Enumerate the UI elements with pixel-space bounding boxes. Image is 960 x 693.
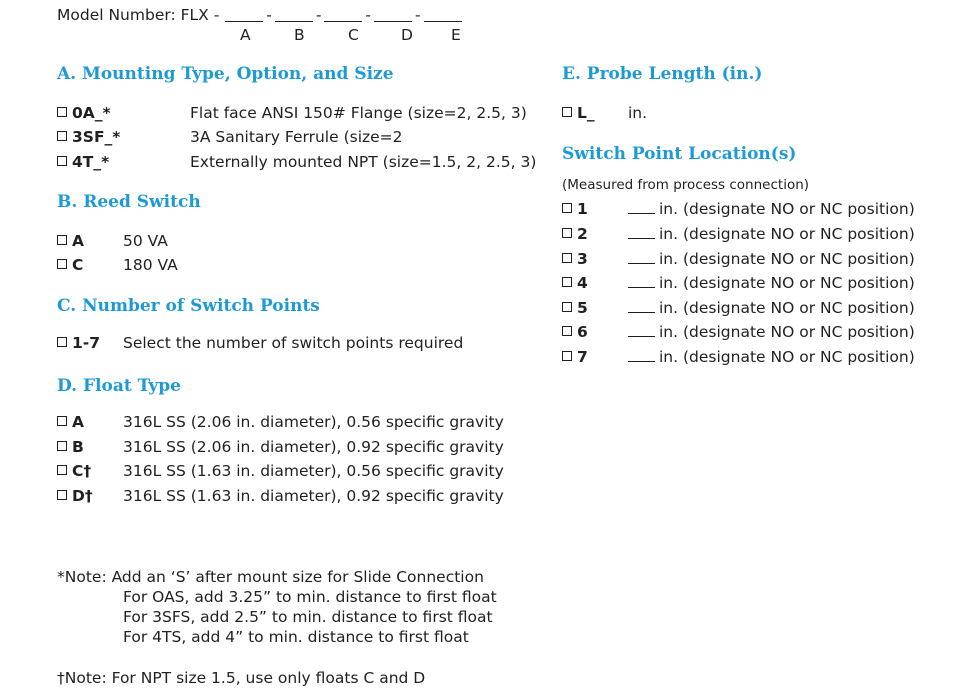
model-blank-b[interactable]	[275, 20, 313, 22]
checkbox-icon[interactable]	[57, 416, 67, 426]
model-blank-d[interactable]	[374, 20, 412, 22]
option-code: 1	[577, 200, 588, 218]
option-code: 5	[577, 299, 588, 317]
switch-point-entry[interactable]	[628, 200, 915, 218]
checkbox-icon[interactable]	[57, 156, 67, 166]
option-row-a-3sf[interactable]	[57, 128, 120, 146]
blank-field[interactable]	[628, 262, 655, 264]
option-row-c-1-7[interactable]	[57, 334, 100, 352]
checkbox-icon[interactable]	[57, 259, 67, 269]
checkbox-icon[interactable]	[562, 203, 572, 213]
checkbox-icon[interactable]	[562, 277, 572, 287]
option-row-b-a[interactable]	[57, 232, 84, 250]
switch-point-row-6[interactable]	[562, 323, 588, 341]
switch-point-entry[interactable]	[628, 299, 915, 317]
switch-point-desc: in. (designate NO or NC position)	[659, 250, 915, 268]
probe-length-unit: in.	[628, 104, 648, 122]
model-blank-a[interactable]	[225, 20, 263, 22]
section-d-title: D. Float Type	[57, 376, 181, 396]
option-row-d-c[interactable]	[57, 462, 91, 480]
checkbox-icon[interactable]	[57, 441, 67, 451]
option-row-a-0a[interactable]	[57, 104, 111, 122]
blank-field[interactable]	[628, 360, 655, 362]
checkbox-icon[interactable]	[57, 337, 67, 347]
checkbox-icon[interactable]	[57, 131, 67, 141]
blank-field[interactable]	[628, 286, 655, 288]
option-row-e-l[interactable]	[562, 104, 595, 122]
checkbox-icon[interactable]	[57, 235, 67, 245]
switch-point-subtitle: (Measured from process connection)	[562, 177, 810, 193]
option-desc: 316L SS (2.06 in. diameter), 0.92 specific gravity	[123, 438, 504, 456]
switch-point-desc: in. (designate NO or NC position)	[659, 299, 915, 317]
checkbox-icon[interactable]	[57, 465, 67, 475]
note-2: †Note: For NPT size 1.5, use only floats C and D	[57, 669, 426, 687]
switch-point-desc: in. (designate NO or NC position)	[659, 200, 915, 218]
option-code: 6	[577, 323, 588, 341]
model-blank-e[interactable]	[424, 20, 462, 22]
switch-point-title: Switch Point Location(s)	[562, 144, 797, 164]
option-code: C	[72, 256, 84, 274]
model-letter-c: C	[348, 26, 359, 44]
checkbox-icon[interactable]	[562, 302, 572, 312]
option-code: A	[72, 413, 84, 431]
note-1-line-4: For 4TS, add 4” to min. distance to first float	[123, 628, 469, 646]
switch-point-entry[interactable]	[628, 250, 915, 268]
option-code: A	[72, 232, 84, 250]
switch-point-row-1[interactable]	[562, 200, 588, 218]
option-code: 3SF_*	[72, 128, 121, 146]
note-1-line-1: *Note: Add an ‘S’ after mount size for Slide Connection	[57, 568, 484, 586]
model-dash: -	[365, 6, 372, 24]
blank-field[interactable]	[628, 335, 655, 337]
checkbox-icon[interactable]	[57, 107, 67, 117]
option-code: L_	[577, 104, 595, 122]
option-row-d-a[interactable]	[57, 413, 84, 431]
model-letter-a: A	[240, 26, 251, 44]
option-desc: Select the number of switch points required	[123, 334, 464, 352]
option-row-d-d[interactable]	[57, 487, 93, 505]
switch-point-entry[interactable]	[628, 225, 915, 243]
option-code: 3	[577, 250, 588, 268]
checkbox-icon[interactable]	[562, 351, 572, 361]
option-row-b-c[interactable]	[57, 256, 83, 274]
option-desc: 180 VA	[123, 256, 178, 274]
option-code: 1-7	[72, 334, 101, 352]
model-letter-e: E	[451, 26, 461, 44]
section-c-title: C. Number of Switch Points	[57, 296, 320, 316]
option-desc: 316L SS (1.63 in. diameter), 0.56 specific gravity	[123, 462, 504, 480]
section-a-title: A. Mounting Type, Option, and Size	[57, 64, 394, 84]
option-row-a-4t[interactable]	[57, 153, 109, 171]
model-letter-b: B	[294, 26, 305, 44]
switch-point-entry[interactable]	[628, 348, 915, 366]
model-dash: -	[266, 6, 272, 24]
option-desc: 50 VA	[123, 232, 168, 250]
note-1-line-3: For 3SFS, add 2.5” to min. distance to first float	[123, 608, 493, 626]
section-b-title: B. Reed Switch	[57, 192, 201, 212]
option-code: C†	[72, 462, 92, 480]
switch-point-row-2[interactable]	[562, 225, 588, 243]
note-1-line-2: For OAS, add 3.25” to min. distance to first float	[123, 588, 497, 606]
checkbox-icon[interactable]	[57, 490, 67, 500]
option-row-d-b[interactable]	[57, 438, 84, 456]
switch-point-desc: in. (designate NO or NC position)	[659, 323, 915, 341]
switch-point-desc: in. (designate NO or NC position)	[659, 225, 915, 243]
option-desc: 316L SS (1.63 in. diameter), 0.92 specific gravity	[123, 487, 504, 505]
option-desc: 316L SS (2.06 in. diameter), 0.56 specific gravity	[123, 413, 504, 431]
model-blank-c[interactable]	[324, 20, 362, 22]
option-desc: 3A Sanitary Ferrule (size=2	[190, 128, 403, 146]
model-dash: -	[315, 6, 322, 24]
option-code: 2	[577, 225, 588, 243]
switch-point-desc: in. (designate NO or NC position)	[659, 274, 915, 292]
blank-field[interactable]	[628, 311, 655, 313]
checkbox-icon[interactable]	[562, 326, 572, 336]
option-code: 0A_*	[72, 104, 111, 122]
switch-point-row-7[interactable]	[562, 348, 588, 366]
switch-point-entry[interactable]	[628, 323, 915, 341]
option-code: 4	[577, 274, 588, 292]
switch-point-desc: in. (designate NO or NC position)	[659, 348, 915, 366]
section-e-title: E. Probe Length (in.)	[562, 64, 763, 84]
switch-point-entry[interactable]	[628, 274, 915, 292]
switch-point-row-5[interactable]	[562, 299, 588, 317]
option-code: 7	[577, 348, 588, 366]
checkbox-icon[interactable]	[562, 253, 572, 263]
option-code: D†	[72, 487, 93, 505]
option-desc: Externally mounted NPT (size=1.5, 2, 2.5, 3)	[190, 153, 537, 171]
blank-field[interactable]	[628, 212, 655, 214]
switch-point-row-3[interactable]	[562, 250, 588, 268]
option-code: 4T_*	[72, 153, 110, 171]
option-desc: Flat face ANSI 150# Flange (size=2, 2.5, 3)	[190, 104, 527, 122]
option-code: B	[72, 438, 84, 456]
model-number-label: Model Number: FLX -	[57, 6, 220, 24]
blank-field[interactable]	[628, 237, 655, 239]
switch-point-row-4[interactable]	[562, 274, 588, 292]
checkbox-icon[interactable]	[562, 228, 572, 238]
checkbox-icon[interactable]	[562, 107, 572, 117]
model-letter-d: D	[401, 26, 413, 44]
model-dash: -	[415, 6, 421, 24]
model-number-line	[57, 6, 463, 24]
